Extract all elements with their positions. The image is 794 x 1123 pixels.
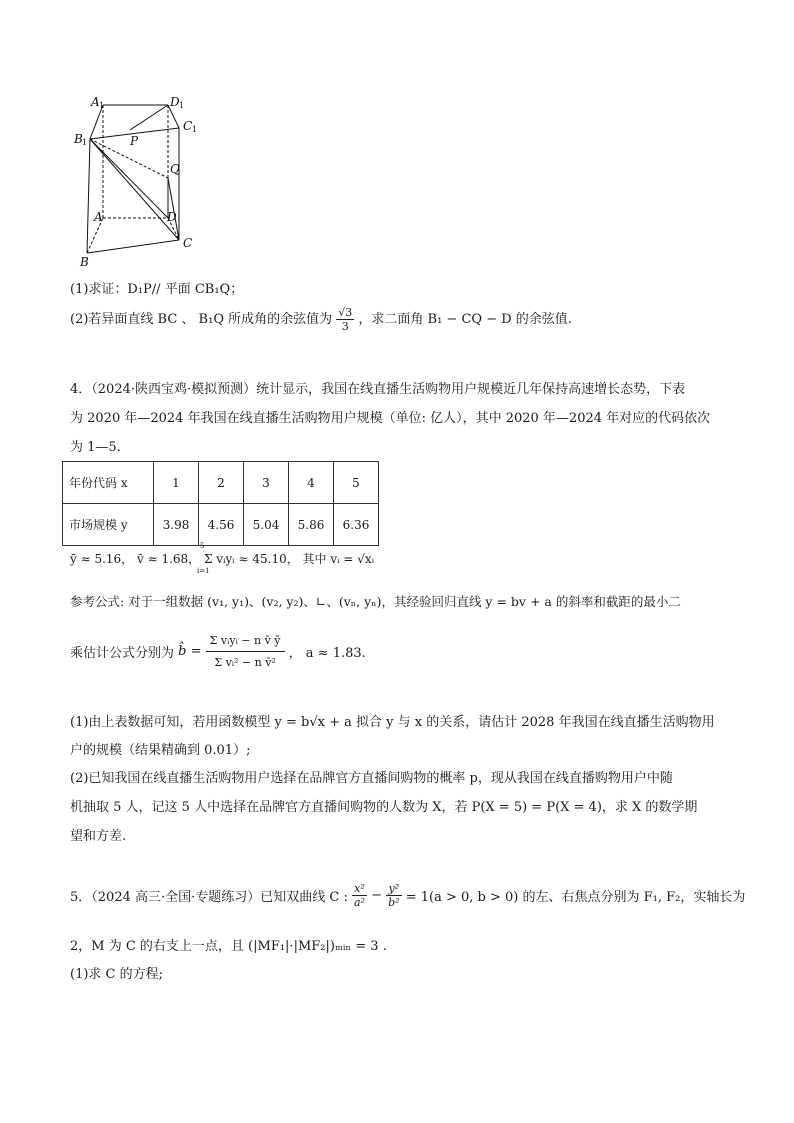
table-cell: 5	[334, 462, 379, 504]
q4-part2-line3: 望和方差.	[70, 829, 127, 844]
label-B1: B	[74, 132, 83, 146]
q5-line2: 2，M 为 C 的右支上一点，且 (|MF₁|·|MF₂|)ₘᵢₙ = 3 .	[70, 939, 387, 954]
table-row	[63, 504, 379, 546]
row-header-x: 年份代码 x	[63, 462, 154, 504]
label-Q: Q	[170, 162, 180, 176]
q4-line3: 为 1—5.	[70, 440, 121, 455]
table-cell: 4	[289, 462, 334, 504]
q4-part2-line2: 机抽取 5 人，记这 5 人中选择在品牌官方直播间购物的人数为 X，若 P(X = 5) = P(X = 4)，求 X 的数学期	[70, 800, 698, 815]
label-P: P	[130, 134, 139, 148]
hyperbola-frac-y: $\frac{\text{y²}}{\text{b²}}$	[388, 882, 400, 909]
sum-lower-limit: i=1	[197, 567, 210, 575]
table-cell: 5.04	[244, 504, 289, 546]
q5-line1: 5．（2024 高三·全国·专题练习）已知双曲线 C : $\frac{\text{x²}}{\text{a²}}$ − $\frac{\text{y²}}{\text{b²}}$ = 1(a > 0, b > 0) 的左、右焦点分别为 F₁, F₂，实轴长为	[70, 882, 746, 909]
table-cell: 5.86	[289, 504, 334, 546]
prism-figure	[70, 90, 210, 275]
table-cell: 3.98	[154, 504, 199, 546]
q5-part1: (1)求 C 的方程;	[70, 967, 164, 982]
q4-reference: 参考公式: 对于一组数据 (v₁, y₁)、(v₂, y₂)、∟、(vₙ, yₙ)，其经验回归直线 y = bv + a 的斜率和截距的最小二	[70, 594, 681, 609]
label-B: B	[80, 255, 89, 269]
q3-part2: (2)若异面直线 BC 、 B₁Q 所成角的余弦值为 $\frac{√3}{3}$ ，求二面角 B₁ − CQ − D 的余弦值.	[70, 306, 572, 333]
table-cell: 2	[199, 462, 244, 504]
label-C1: C	[183, 119, 193, 133]
table-cell: 4.56	[199, 504, 244, 546]
slope-fraction: $\frac{\text{Σ vᵢyᵢ − n v̄ ȳ}}{\text{Σ vᵢ² − n v̄²}}$	[206, 628, 285, 675]
q4-part1-line2: 户的规模（结果精确到 0.01）;	[70, 743, 251, 758]
q4-formula: 乘估计公式分别为 b̂ = $\frac{\text{Σ vᵢyᵢ − n v̄ ȳ}}{\text{Σ vᵢ² − n v̄²}}$ ， a ≈ 1.83.	[70, 628, 366, 675]
hyperbola-frac-x: $\frac{\text{x²}}{\text{a²}}$	[353, 882, 365, 909]
svg-text:1: 1	[192, 125, 198, 134]
q4-stats-line: ȳ ≈ 5.16， v̄ ≈ 1.68， Σ vᵢyᵢ ≈ 45.10， 其中 vᵢ = √xᵢ	[70, 552, 375, 566]
table-row	[63, 462, 379, 504]
label-C: C	[183, 236, 193, 250]
q4-line2: 为 2020 年—2024 年我国在线直播生活购物用户规模（单位: 亿人），其中 2020 年—2024 年对应的代码依次	[70, 411, 711, 426]
label-D1: D	[170, 95, 180, 109]
svg-text:1: 1	[179, 101, 185, 110]
label-A1: A	[91, 95, 100, 109]
svg-text:1: 1	[99, 101, 105, 110]
table-cell: 6.36	[334, 504, 379, 546]
row-header-y: 市场规模 y	[63, 504, 154, 546]
q3-part1: (1)求证：D₁P// 平面 CB₁Q；	[70, 282, 244, 297]
label-A: A	[94, 210, 103, 224]
q4-part1-line1: (1)由上表数据可知，若用函数模型 y = b√x + a 拟合 y 与 x 的关系，请估计 2028 年我国在线直播生活购物用	[70, 715, 715, 730]
q4-line1: 4．（2024·陕西宝鸡·模拟预测）统计显示，我国在线直播生活购物用户规模近几年保持高速增长态势，下表	[70, 382, 686, 397]
q4-part2-line1: (2)已知我国在线直播生活购物用户选择在品牌官方直播间购物的概率 p，现从我国在线直播购物用户中随	[70, 771, 673, 786]
svg-text:1: 1	[82, 138, 88, 147]
table-cell: 1	[154, 462, 199, 504]
label-D: D	[167, 210, 177, 224]
table-cell: 3	[244, 462, 289, 504]
cos-fraction: $\frac{√3}{3}$	[338, 306, 353, 333]
sum-upper-limit: 5	[200, 542, 205, 550]
data-table	[62, 461, 379, 546]
